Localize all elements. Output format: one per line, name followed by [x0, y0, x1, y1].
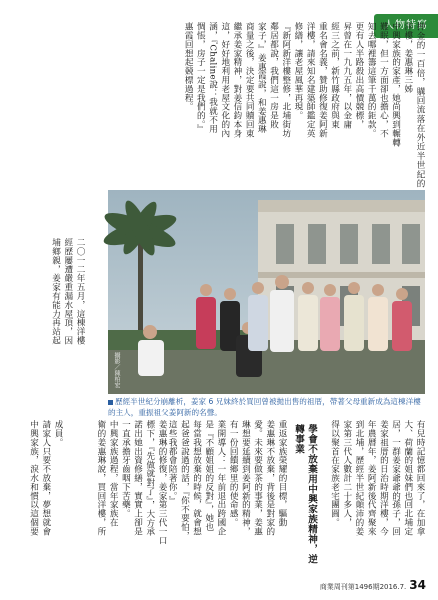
column-line: 起爸爸說過的話，『你不要怕， [179, 420, 190, 541]
column-line: 難眠，但一方面卻也擔心，不 [378, 22, 389, 138]
family-photo-illustration [108, 190, 425, 394]
column-line: 姜惠琳的修復，姜家第三代一口 [157, 420, 167, 545]
column-line: 有一份回饋鄉里的使命感。 [228, 420, 239, 527]
column-line: 居，一群姜家爺爺的孫子，回 [390, 420, 401, 536]
column-line: 大、荷蘭的姐妹們也回北埔定 [402, 420, 413, 536]
column-line: 成員。 [53, 420, 63, 447]
column-line: 諾出她出資修繕，實實上卻是 [132, 420, 143, 536]
column-line: 愛。未來要做茶的事業，姜惠 [252, 420, 263, 536]
column-line: 這些我都會陪著你。』 [167, 420, 178, 505]
column-line: 更有人半路殺出高價競標， [353, 22, 364, 129]
column-line: 得以聚首在家族老宅團圓。 [329, 420, 340, 527]
column-line: 姜惠琳不放棄，背後是對家的 [264, 420, 275, 536]
column-line: 衛的姜惠琳說，買回洋樓，所 [95, 420, 106, 536]
column-line: 涵，『Chaline說：我就不用 [207, 22, 218, 134]
column-line: 中興家族的家產，她尚興到輾轉 [390, 22, 401, 147]
footer-text: 商業周刊第1496期2016.7. [319, 583, 407, 591]
column-line: 家子，』姜惠霞說，和姜惠琳 [256, 22, 267, 134]
article-columns-tail [14, 420, 64, 570]
column-line: 商量之後，決定要共同贖回東 [244, 22, 255, 138]
column-line: 經三之前，新竹縣政府與東 [329, 22, 340, 129]
article-columns-mid [70, 420, 168, 570]
column-line: 業開導人：一年前退出跨國企 [215, 420, 226, 536]
column-line: 一直承擔牙齒咽下苦藥。 [120, 420, 131, 518]
column-line: 年農曆年，姜阿新後代齊聚來 [366, 420, 377, 536]
column-line: 家第三代人數計二十多人， [341, 420, 352, 527]
caption-text: 歷經半世紀分崩離析，姜家 6 兄妹終於買回曾被拋出售的祖厝，帶著父母重新成為這棟洋樓的主人，重振祖父姜阿新的名聲。 [108, 397, 421, 417]
column-line: 鄰居都說，我們這一房是敗 [268, 22, 279, 129]
column-line: 埔鄉親，姜家有能力再站起 [50, 238, 61, 345]
section-subhead: 學會不放棄用中興家族精神，逆轉事業 [293, 424, 317, 564]
column-line: 中興家族，淚水和慣以這個要 [28, 420, 39, 536]
column-line: 到北埔，歷經半世紀顛沛的姜 [353, 420, 364, 536]
column-line: 請家人只要不放棄，夢想就會 [40, 420, 51, 536]
column-line: 重名會名義，贊助修復姜阿新 [317, 22, 328, 138]
article-columns-right-bottom [326, 420, 426, 570]
column-line: 這，好好地利用老屋文化的內 [219, 22, 230, 138]
article-columns-top [183, 22, 426, 188]
caption-bullet-icon [108, 400, 113, 405]
column-line: 二〇一二年五月，這棟洋樓 [75, 238, 85, 345]
column-line: 惆悵，房子一定是我們的。』 [195, 22, 206, 134]
section-label: 人物特寫 [374, 14, 438, 38]
column-line: 洋樓，請來知名建築師鑑定英 [305, 22, 316, 138]
column-line: 修繕，讓老屋風華再現。 [292, 22, 303, 120]
column-line: 每當我想放棄的時候，就會想 [191, 420, 202, 536]
column-line: 『新阿新洋樓整修，北埔街坊 [280, 22, 291, 138]
page-footer [320, 578, 426, 592]
family-photo [108, 190, 425, 394]
column-line: 中興家族過程，當年家族在 [108, 420, 119, 527]
column-line: 昇曾在一九九五年，以金庸 [341, 22, 352, 129]
article-columns-left-bottom [14, 238, 86, 388]
column-line: 重返家族榮耀的目標，驅動 [277, 420, 287, 527]
photo-credit: 攝影／陳柏宏 [113, 352, 120, 388]
column-line: 繼承姜家精神，對姜信鈞本身 [231, 22, 242, 138]
column-line: 是『不顧姐姐的反對』，她也 [203, 420, 214, 532]
photo-caption [108, 397, 425, 418]
column-line: 有兒時記憶都回來了，在加拿 [415, 420, 425, 536]
column-line: 押金的一百倍，購回流落在外近半世紀的洋樓，姜惠琳三姊 [402, 22, 425, 188]
column-line: 姜家祖厝的日治時期洋樓，今 [378, 420, 389, 536]
article-columns-right-more [167, 420, 288, 570]
column-line: 惠霞回想起競標過程。 [183, 22, 194, 111]
column-line: 知去哪裡籌這筆千萬的鉅款。 [366, 22, 377, 138]
column-line: 經歷屢遭嚴重漏水屋頂，因 [62, 238, 73, 345]
column-line: 標下，『先做就對了』，大方承 [144, 420, 155, 536]
column-line: 琳想要延續到姜阿新的精神， [240, 420, 251, 536]
page-number: 34 [409, 578, 426, 592]
